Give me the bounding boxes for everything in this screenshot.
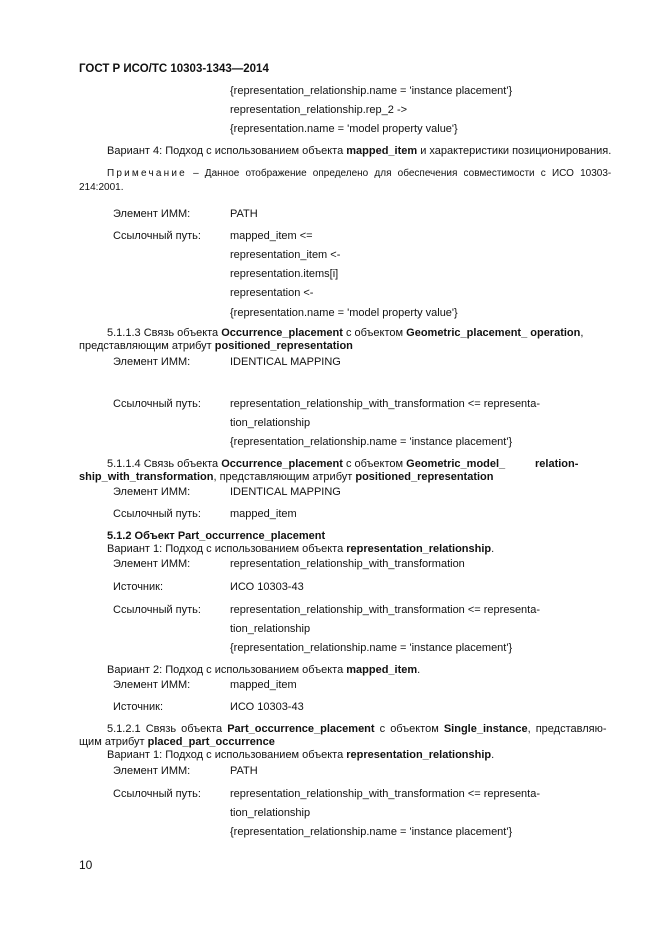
section-5-1-2-heading: 5.1.2 Объект Part_occurrence_placement xyxy=(107,530,326,542)
text: , представляющим атрибут xyxy=(213,471,356,483)
attribute-name: positioned_representation xyxy=(355,471,494,483)
section-5-1-1-3-heading-cont xyxy=(79,340,353,353)
entity-name: ship_with_transformation xyxy=(79,471,214,483)
path-line: {representation_relationship.name = 'instance placement'} xyxy=(230,642,513,654)
path-line: {representation.name = 'model property value'} xyxy=(230,123,458,135)
path-line: representation_relationship_with_transformation <= representa- xyxy=(230,398,541,410)
note-line-2: 214:2001. xyxy=(79,182,124,193)
note-text: – Данное отображение определено для обеспечения совместимости с ИСО 10303- xyxy=(186,168,612,179)
imm-element-label: Элемент ИММ: xyxy=(113,486,191,498)
text: и характеристики позиционирования. xyxy=(417,145,612,157)
text: 5.1.1.4 Связь объекта xyxy=(107,458,222,470)
entity-name: Geometric_model_ xyxy=(406,458,506,470)
imm-element-label: Элемент ИММ: xyxy=(113,765,191,777)
imm-element-label: Элемент ИММ: xyxy=(113,558,191,570)
page-header-title: ГОСТ Р ИСО/ТС 10303-1343—2014 xyxy=(79,63,269,75)
path-line: {representation.name = 'model property value'} xyxy=(230,307,458,319)
variant-1-paragraph xyxy=(107,543,494,556)
path-line: {representation_relationship.name = 'instance placement'} xyxy=(230,826,513,838)
entity-name: mapped_item xyxy=(346,145,418,157)
imm-element-label: Элемент ИММ: xyxy=(113,679,191,691)
path-line: tion_relationship xyxy=(230,417,311,429)
variant-4-paragraph xyxy=(107,145,611,158)
text: Вариант 1: Подход с использованием объекта xyxy=(107,749,347,761)
variant-2-paragraph xyxy=(107,664,420,677)
source-label: Источник: xyxy=(113,701,164,713)
path-line: representation_relationship_with_transformation <= representa- xyxy=(230,788,541,800)
text: с объектом xyxy=(342,458,407,470)
text: представляющим атрибут xyxy=(79,340,215,352)
entity-name: Occurrence_placement xyxy=(221,327,343,339)
source-value: ИСО 10303-43 xyxy=(230,701,304,713)
note-label: Примечание xyxy=(107,168,187,179)
path-line: representation_item <- xyxy=(230,249,341,261)
imm-element-value: IDENTICAL MAPPING xyxy=(230,356,341,368)
path-line: representation_relationship.rep_2 -> xyxy=(230,104,408,116)
text: Вариант 4: Подход с использованием объекта xyxy=(107,145,347,157)
text: 5.1.2.1 Связь объекта xyxy=(107,723,228,735)
text: Вариант 2: Подход с использованием объекта xyxy=(107,664,347,676)
text: с объектом xyxy=(374,723,444,735)
imm-element-value: PATH xyxy=(230,208,258,220)
imm-element-label: Элемент ИММ: xyxy=(113,208,191,220)
ref-path-label: Ссылочный путь: xyxy=(113,398,201,410)
path-line: representation <- xyxy=(230,287,314,299)
path-line: {representation_relationship.name = 'instance placement'} xyxy=(230,85,513,97)
ref-path-label: Ссылочный путь: xyxy=(113,508,201,520)
attribute-name: positioned_representation xyxy=(214,340,353,352)
text: , xyxy=(580,327,584,339)
page-number: 10 xyxy=(79,858,93,872)
text: . xyxy=(491,543,495,555)
section-5-1-2-1-heading-cont xyxy=(79,736,275,749)
ref-path-label: Ссылочный путь: xyxy=(113,604,201,616)
imm-element-label: Элемент ИММ: xyxy=(113,356,191,368)
source-value: ИСО 10303-43 xyxy=(230,581,304,593)
path-line: mapped_item xyxy=(230,508,297,520)
note-line-1 xyxy=(107,167,611,180)
section-5-1-1-3-heading xyxy=(107,327,583,340)
path-line: mapped_item <= xyxy=(230,230,313,242)
imm-element-value: IDENTICAL MAPPING xyxy=(230,486,341,498)
path-line: tion_relationship xyxy=(230,623,311,635)
text: . xyxy=(417,664,421,676)
section-5-1-1-4-heading xyxy=(107,458,505,471)
ref-path-label: Ссылочный путь: xyxy=(113,230,201,242)
ref-path-label: Ссылочный путь: xyxy=(113,788,201,800)
entity-name: Single_instance xyxy=(443,723,528,735)
text: 5.1.1.3 Связь объекта xyxy=(107,327,222,339)
path-line: {representation_relationship.name = 'instance placement'} xyxy=(230,436,513,448)
text: Вариант 1: Подход с использованием объекта xyxy=(107,543,347,555)
entity-name: Part_occurrence_placement xyxy=(227,723,375,735)
text: с объектом xyxy=(342,327,407,339)
entity-name: Geometric_placement_ operation xyxy=(406,327,581,339)
entity-name: representation_relationship xyxy=(346,749,492,761)
attribute-name: placed_part_occurrence xyxy=(147,736,275,748)
section-5-1-1-4-heading-cont xyxy=(79,471,493,484)
text: щим атрибут xyxy=(79,736,148,748)
entity-name: Occurrence_placement xyxy=(221,458,343,470)
text: . xyxy=(491,749,495,761)
text: , представляю- xyxy=(527,723,607,735)
path-line: tion_relationship xyxy=(230,807,311,819)
imm-element-value: PATH xyxy=(230,765,258,777)
imm-element-value: representation_relationship_with_transformation xyxy=(230,558,465,570)
variant-1-paragraph xyxy=(107,749,494,762)
path-line: representation.items[i] xyxy=(230,268,339,280)
path-line: representation_relationship_with_transformation <= representa- xyxy=(230,604,541,616)
entity-name: mapped_item xyxy=(346,664,418,676)
entity-name-part: relation- xyxy=(535,458,579,470)
imm-element-value: mapped_item xyxy=(230,679,297,691)
entity-name: representation_relationship xyxy=(346,543,492,555)
source-label: Источник: xyxy=(113,581,164,593)
section-5-1-2-1-heading xyxy=(107,723,607,736)
